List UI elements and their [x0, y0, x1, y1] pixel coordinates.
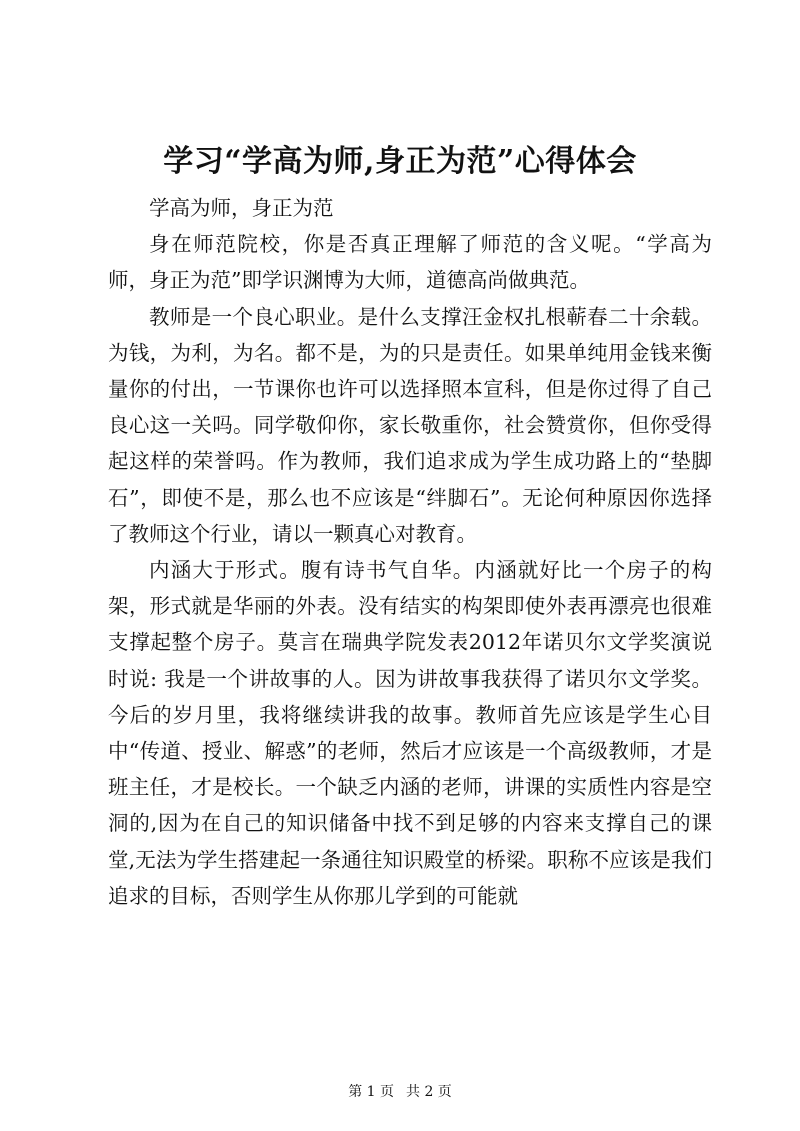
paragraph-conscience: 教师是一个良心职业。是什么支撑汪金权扎根蕲春二十余载。为钱，为利，为名。都不是，为的只是责任。如果单纯用金钱来衡量你的付出，一节课你也许可以选择照本宣科，但是你过得了自己良心这一关吗。同学敬仰你，家长敬重你，社会赞赏你，但你受得起这样的荣誉吗。作为教师，我们追求成为学生成功路上的“垫脚石”，即使不是，那么也不应该是“绊脚石”。无论何种原因你选择了教师这个行业，请以一颗真心对教育。	[108, 304, 712, 546]
paragraph-intro: 身在师范院校，你是否真正理解了师范的含义呢。“学高为师，身正为范”即学识渊博为大师，道德高尚做典范。	[108, 232, 712, 293]
document-body	[108, 190, 712, 914]
paragraph-subtitle: 学高为师，身正为范	[149, 196, 334, 220]
paragraph-content-over-form: 内涵大于形式。腹有诗书气自华。内涵就好比一个房子的构架，形式就是华丽的外表。没有结实的构架即使外表再漂亮也很难支撑起整个房子。莫言在瑞典学院发表2012年诺贝尔文学奖演说时说: 我是一个讲故事的人。因为讲故事我获得了诺贝尔文学奖。今后的岁月里，我将继续讲我的故事。教师首先应该是学生心目中“传道、授业、解惑”的老师，然后才应该是一个高级教师，才是班主任，才是校长。一个缺乏内涵的老师，讲课的实质性内容是空洞的,因为在自己的知识储备中找不到足够的内容来支撑自己的课堂,无法为学生搭建起一条通往知识殿堂的桥梁。职称不应该是我们追求的目标，否则学生从你那儿学到的可能就	[108, 558, 712, 908]
page-footer	[0, 1082, 800, 1102]
page-total: 共 2 页	[406, 1084, 452, 1100]
document-title: 学习“学高为师,身正为范”心得体会	[163, 144, 637, 179]
page-number: 第 1 页	[348, 1084, 394, 1100]
